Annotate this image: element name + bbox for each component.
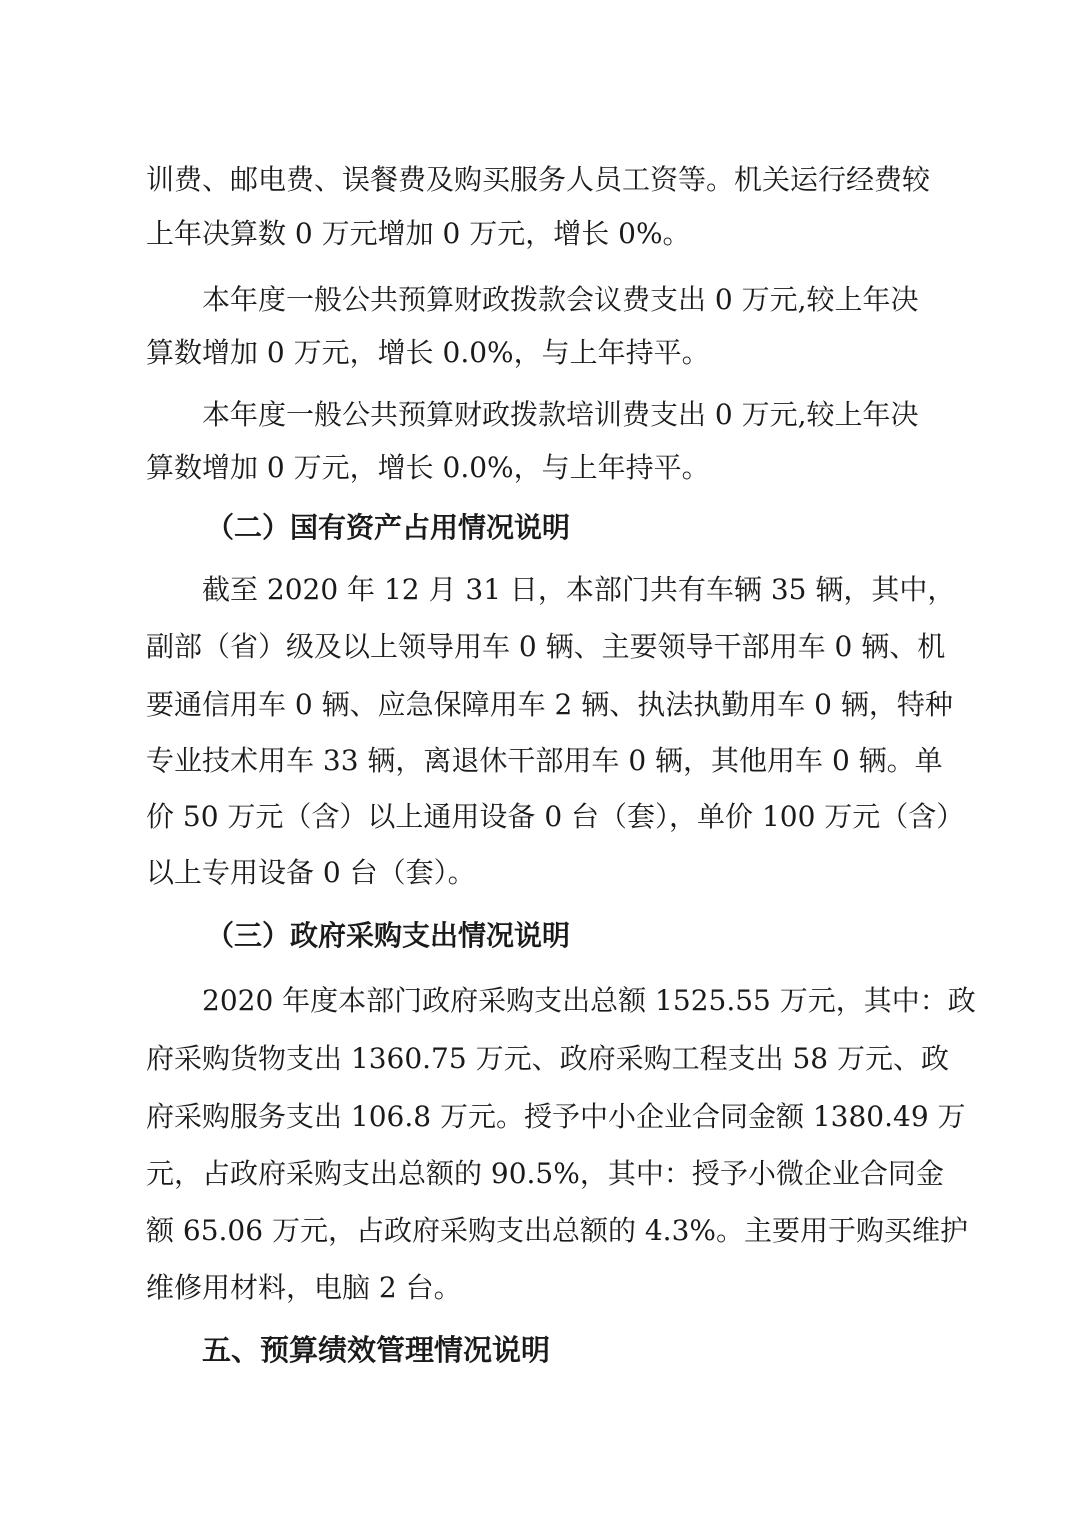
- paragraph-line: 本年度一般公共预算财政拨款会议费支出 0 万元,较上年决: [202, 283, 919, 316]
- paragraph-line: 训费、邮电费、误餐费及购买服务人员工资等。机关运行经费较: [146, 163, 931, 196]
- paragraph-line: 截至 2020 年 12 月 31 日，本部门共有车辆 35 辆，其中，: [202, 573, 956, 606]
- paragraph-line: 副部（省）级及以上领导用车 0 辆、主要领导干部用车 0 辆、机: [146, 630, 946, 663]
- paragraph-line: 维修用材料，电脑 2 台。: [146, 1271, 462, 1304]
- paragraph-line: 以上专用设备 0 台（套）。: [146, 856, 476, 889]
- paragraph-line: 要通信用车 0 辆、应急保障用车 2 辆、执法执勤用车 0 辆，特种: [146, 688, 953, 721]
- paragraph-line: 元，占政府采购支出总额的 90.5%，其中：授予小微企业合同金: [146, 1157, 944, 1190]
- paragraph-line: 府采购货物支出 1360.75 万元、政府采购工程支出 58 万元、政: [146, 1042, 950, 1075]
- paragraph-line: 上年决算数 0 万元增加 0 万元，增长 0%。: [146, 217, 691, 250]
- paragraph-line: 算数增加 0 万元，增长 0.0%，与上年持平。: [146, 336, 710, 369]
- section-heading-assets: （二）国有资产占用情况说明: [206, 511, 571, 544]
- paragraph-line: 本年度一般公共预算财政拨款培训费支出 0 万元,较上年决: [202, 398, 919, 431]
- paragraph-line: 府采购服务支出 106.8 万元。授予中小企业合同金额 1380.49 万: [146, 1100, 966, 1133]
- paragraph-line: 算数增加 0 万元，增长 0.0%，与上年持平。: [146, 451, 710, 484]
- paragraph-line: 价 50 万元（含）以上通用设备 0 台（套），单价 100 万元（含）: [146, 800, 965, 833]
- paragraph-line: 2020 年度本部门政府采购支出总额 1525.55 万元，其中：政: [202, 984, 976, 1017]
- paragraph-line: 额 65.06 万元，占政府采购支出总额的 4.3%。主要用于购买维护: [146, 1214, 968, 1247]
- paragraph-line: 专业技术用车 33 辆，离退休干部用车 0 辆，其他用车 0 辆。单: [146, 744, 943, 777]
- section-heading-procurement: （三）政府采购支出情况说明: [206, 919, 571, 952]
- section-heading-performance: 五、预算绩效管理情况说明: [202, 1333, 551, 1367]
